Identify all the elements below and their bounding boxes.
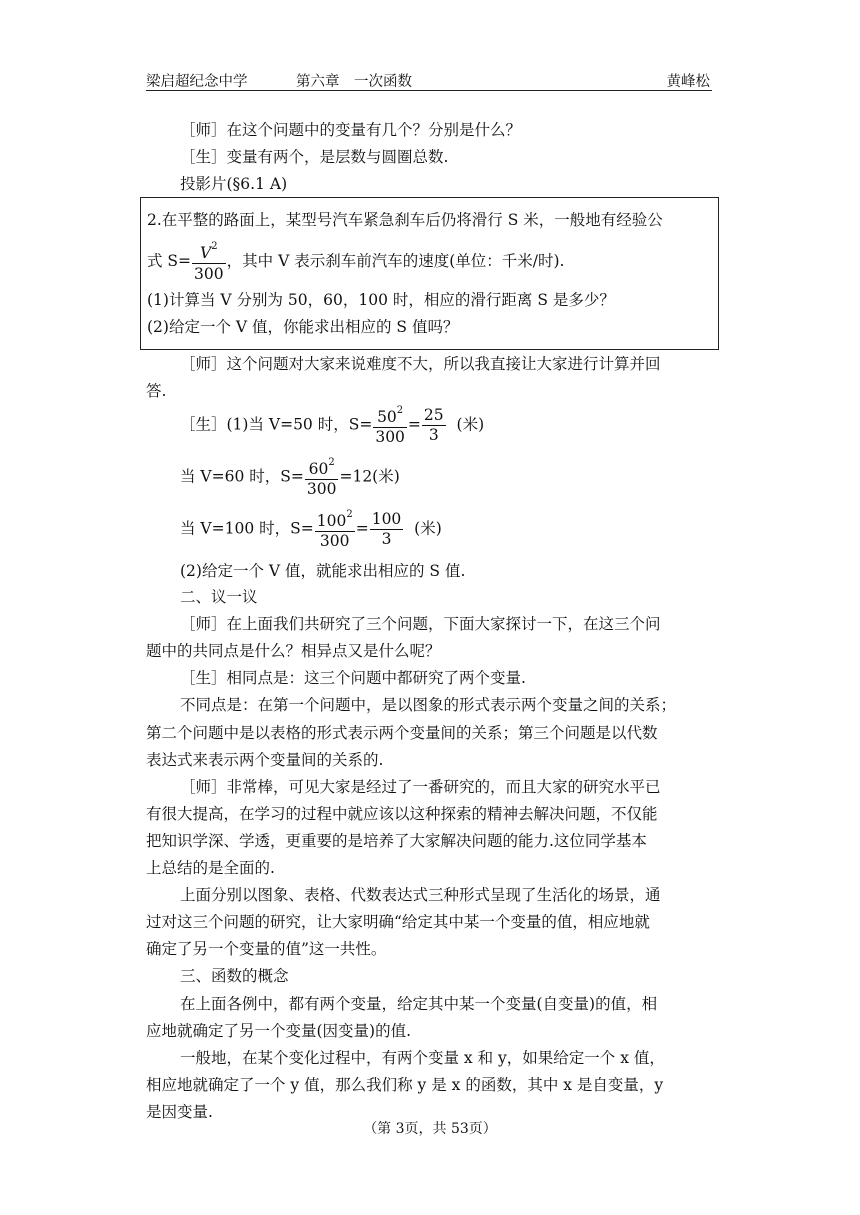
- calc-den: 300: [306, 480, 337, 499]
- calc-line-2: [180, 456, 714, 499]
- text-line: 二、议一议: [180, 588, 258, 606]
- calc-result-fraction: [422, 406, 446, 445]
- text-line: 表达式来表示两个变量间的关系的.: [146, 751, 384, 769]
- text-line: 过对这三个问题的研究，让大家明确“给定其中某一个变量的值，相应地就: [146, 913, 650, 931]
- problem-line-1: 2.在平整的路面上，某型号汽车紧急刹车后仍将滑行 S 米，一般地有经验公: [147, 211, 663, 229]
- text-line: 不同点是：在第一个问题中，是以图象的形式表示两个变量之间的关系；: [180, 696, 677, 714]
- text-line: 答.: [146, 382, 167, 400]
- calc-prefix: 当 V=100 时，S=: [180, 519, 314, 538]
- header-chapter: 第六章 一次函数: [296, 74, 412, 90]
- text-line: 三、函数的概念: [180, 967, 289, 985]
- calc-rden: 3: [381, 530, 392, 549]
- formula-suffix: ，其中 V 表示刹车前汽车的速度(单位：千米/时).: [226, 252, 565, 271]
- header-author: 黄峰松: [666, 74, 710, 90]
- problem-box: [140, 197, 719, 350]
- text-line: 投影片(§6.1 A): [180, 175, 288, 193]
- text-line: 是因变量.: [146, 1103, 213, 1121]
- text-line: ［师］在这个问题中的变量有几个？分别是什么？: [180, 121, 522, 139]
- calc-fraction: [305, 456, 339, 499]
- calc-fraction: [315, 508, 355, 551]
- text-line: ［生］相同点是：这三个问题中都研究了两个变量.: [180, 669, 526, 687]
- problem-line-4: (2)给定一个 V 值，你能求出相应的 S 值吗？: [147, 318, 459, 336]
- text-line: 把知识学深、学透，更重要的是培养了大家解决问题的能力.这位同学基本: [146, 832, 647, 850]
- text-line: 应地就确定了另一个变量(因变量)的值.: [146, 1022, 412, 1040]
- calc-exp: 2: [346, 509, 353, 520]
- calc-exp: 2: [396, 405, 404, 416]
- calc-suffix: =12(米): [339, 467, 400, 486]
- formula-prefix: 式 S=: [147, 252, 192, 271]
- calc-num: 60: [308, 460, 329, 479]
- calc-result-fraction: [370, 510, 404, 549]
- problem-formula-line: [147, 240, 707, 284]
- calc-rnum: 100: [371, 510, 402, 529]
- text-line: ［生］变量有两个，是层数与圆圈总数.: [180, 148, 449, 166]
- calc-rden: 3: [428, 426, 439, 445]
- text-line: 上总结的是全面的.: [146, 859, 275, 877]
- text-line: (2)给定一个 V 值，就能求出相应的 S 值.: [180, 562, 466, 580]
- calc-fraction: [373, 404, 407, 447]
- formula-var: V: [200, 244, 212, 263]
- calc-rnum: 25: [423, 406, 444, 425]
- calc-prefix: ［生］(1)当 V=50 时，S=: [180, 415, 373, 434]
- calc-prefix: 当 V=60 时，S=: [180, 467, 304, 486]
- calc-num: 50: [377, 408, 397, 427]
- text-line: ［师］这个问题对大家来说难度不大，所以我直接让大家进行计算并回: [180, 355, 661, 373]
- calc-den: 300: [375, 428, 405, 447]
- text-line: 有很大提高，在学习的过程中就应该以这种探索的精神去解决问题，不仅能: [146, 805, 658, 823]
- calc-unit: (米): [414, 519, 442, 538]
- formula-fraction: [192, 240, 226, 284]
- header-school: 梁启超纪念中学: [146, 74, 248, 90]
- calc-unit: (米): [456, 415, 485, 434]
- text-line: ［师］非常棒，可见大家是经过了一番研究的，而且大家的研究水平已: [180, 778, 661, 796]
- text-line: 在上面各例中，都有两个变量，给定其中某一个变量(自变量)的值，相: [180, 995, 658, 1013]
- text-line: 相应地就确定了一个 y 值，那么我们称 y 是 x 的函数，其中 x 是自变量，y: [146, 1076, 664, 1094]
- page-footer: （第 3页，共 53页）: [363, 1121, 497, 1137]
- text-line: 一般地，在某个变化过程中，有两个变量 x 和 y，如果给定一个 x 值，: [180, 1049, 665, 1067]
- formula-exp: 2: [211, 241, 218, 252]
- text-line: 题中的共同点是什么？相异点又是什么呢？: [146, 642, 441, 660]
- text-line: 确定了另一个变量的值”这一共性。: [146, 940, 387, 958]
- calc-eq: =: [355, 519, 369, 538]
- text-line: 第二个问题中是以表格的形式表示两个变量间的关系；第三个问题是以代数: [146, 724, 658, 742]
- text-line: ［师］在上面我们共研究了三个问题，下面大家探讨一下，在这三个问: [180, 615, 661, 633]
- text-line: 上面分别以图象、表格、代数表达式三种形式呈现了生活化的场景，通: [180, 886, 661, 904]
- page-header: [146, 70, 712, 91]
- formula-den: 300: [194, 265, 224, 284]
- calc-den: 300: [319, 532, 350, 551]
- calc-line-3: [180, 508, 714, 551]
- calc-exp: 2: [328, 457, 335, 468]
- problem-line-3: (1)计算当 V 分别为 50，60，100 时，相应的滑行距离 S 是多少？: [147, 291, 615, 309]
- calc-line-1: [180, 404, 714, 447]
- calc-num: 100: [316, 512, 347, 531]
- calc-eq: =: [407, 415, 421, 434]
